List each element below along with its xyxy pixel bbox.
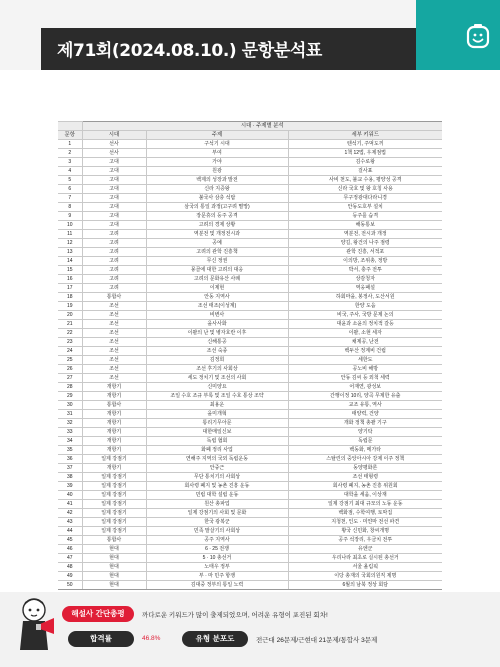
cell-theme: 공주 지역사 — [146, 536, 288, 545]
cell-keywords: 대윤과 소윤의 정치적 갈등 — [288, 320, 442, 329]
cell-keywords: 김수로왕 — [288, 158, 442, 167]
cell-era: 고려 — [82, 248, 146, 257]
table-row — [58, 563, 442, 572]
cell-era: 일제 강점기 — [82, 518, 146, 527]
column-header-theme: 주제 — [146, 131, 288, 140]
cell-theme: 무신 정권 — [146, 257, 288, 266]
cell-theme: 이제현 — [146, 284, 288, 293]
table-row — [58, 482, 442, 491]
table-row — [58, 194, 442, 203]
cell-number: 34 — [58, 437, 82, 446]
cell-era: 현대 — [82, 545, 146, 554]
cell-keywords: 관학 진흥, 서적포 — [288, 248, 442, 257]
table-row — [58, 176, 442, 185]
cell-era: 일제 강점기 — [82, 500, 146, 509]
cell-era: 고대 — [82, 167, 146, 176]
table-row — [58, 545, 442, 554]
cell-theme: 공예 — [146, 239, 288, 248]
table-row — [58, 491, 442, 500]
cell-number: 35 — [58, 446, 82, 455]
table-row — [58, 509, 442, 518]
cell-theme: 구석기 시대 — [146, 140, 288, 149]
cell-theme: 비변사 — [146, 311, 288, 320]
cell-theme: 백제의 성장과 발전 — [146, 176, 288, 185]
cell-era: 일제 강점기 — [82, 491, 146, 500]
table-row — [58, 527, 442, 536]
cell-number: 17 — [58, 284, 82, 293]
table-row — [58, 266, 442, 275]
table-row — [58, 473, 442, 482]
cell-number: 31 — [58, 410, 82, 419]
cell-keywords: 태양력, 건양 — [288, 410, 442, 419]
cell-era: 통합사 — [82, 293, 146, 302]
cell-keywords: 박서, 충주 전투 — [288, 266, 442, 275]
cell-number: 10 — [58, 221, 82, 230]
cell-theme: 가야 — [146, 158, 288, 167]
cell-number: 41 — [58, 500, 82, 509]
table-body — [58, 140, 442, 590]
cell-keywords: 세한도 — [288, 356, 442, 365]
table-row — [58, 455, 442, 464]
cell-keywords: 독립문 — [288, 437, 442, 446]
cell-keywords: 우리나라 최초로 실시된 총선거 — [288, 554, 442, 563]
cell-era: 개항기 — [82, 383, 146, 392]
cell-number: 29 — [58, 392, 82, 401]
cell-era: 일제 강점기 — [82, 527, 146, 536]
pass-rate-value: 46.8% — [142, 635, 161, 642]
title-bar — [41, 28, 416, 70]
cell-theme: 화폐 정리 사업 — [146, 446, 288, 455]
cell-theme: 고려의 경제 상황 — [146, 221, 288, 230]
cell-era: 고려 — [82, 230, 146, 239]
cell-number: 33 — [58, 428, 82, 437]
page-title: 제71회(2024.08.10.) 문항분석표 — [57, 41, 322, 61]
cell-theme: 신해통공 — [146, 338, 288, 347]
cell-number: 36 — [58, 455, 82, 464]
cell-number: 21 — [58, 320, 82, 329]
cell-keywords: 1책 12법, 우제점법 — [288, 149, 442, 158]
cell-number: 20 — [58, 311, 82, 320]
table-row — [58, 275, 442, 284]
cell-era: 개항기 — [82, 428, 146, 437]
cell-theme: 일제 강점기의 사회 및 문화 — [146, 509, 288, 518]
cell-theme: 불국사 삼층 석탑 — [146, 194, 288, 203]
table-row — [58, 302, 442, 311]
cell-theme: 원산 총파업 — [146, 500, 288, 509]
cell-era: 개항기 — [82, 410, 146, 419]
table-row — [58, 518, 442, 527]
cell-number: 40 — [58, 491, 82, 500]
pass-rate-label-badge: 합격률 — [68, 631, 134, 647]
table-row — [58, 581, 442, 590]
cell-theme: 회사령 폐지 및 농촌 진흥 운동 — [146, 482, 288, 491]
cell-keywords: 백화점, 수학여행, 토막집 — [288, 509, 442, 518]
cell-number: 50 — [58, 581, 82, 590]
megaphone-mascot-icon — [14, 594, 58, 652]
cell-number: 11 — [58, 230, 82, 239]
table-row — [58, 248, 442, 257]
cell-number: 6 — [58, 185, 82, 194]
cell-theme: 김정희 — [146, 356, 288, 365]
cell-keywords: 교조 유통, 역사 — [288, 401, 442, 410]
cell-era: 조선 — [82, 338, 146, 347]
cell-era: 고대 — [82, 203, 146, 212]
cell-keywords: 대학을 세움, 이상재 — [288, 491, 442, 500]
table-row — [58, 185, 442, 194]
table-row — [58, 401, 442, 410]
cell-theme: 삼국의 통일 과정(고구려 멸망) — [146, 203, 288, 212]
cell-era: 현대 — [82, 563, 146, 572]
table-row — [58, 293, 442, 302]
cell-keywords: 개화 정책 총괄 기구 — [288, 419, 442, 428]
cell-theme: 민립 대학 설립 운동 — [146, 491, 288, 500]
cell-theme: 몽골에 대한 고려의 대응 — [146, 266, 288, 275]
review-label-badge: 해설사 간단총평 — [62, 606, 134, 622]
cell-keywords: 상감청자 — [288, 275, 442, 284]
cell-theme: 대한매일신보 — [146, 428, 288, 437]
cell-era: 선사 — [82, 149, 146, 158]
cell-theme: 민족 말살기의 사회상 — [146, 527, 288, 536]
cell-number: 28 — [58, 383, 82, 392]
cell-keywords: 신라 국호 및 왕 호칭 사용 — [288, 185, 442, 194]
cell-era: 개항기 — [82, 446, 146, 455]
cell-number: 43 — [58, 518, 82, 527]
review-text: 까다로운 키워드가 많이 출제되었으며, 어려운 유형이 포진된 회차! — [142, 612, 328, 619]
cell-number: 26 — [58, 365, 82, 374]
cell-keywords: 안동도호부 설치 — [288, 203, 442, 212]
cell-keywords: 한양 도읍 — [288, 302, 442, 311]
cell-number: 44 — [58, 527, 82, 536]
cell-keywords: 이당 총재의 국회의원직 제명 — [288, 572, 442, 581]
table-row — [58, 410, 442, 419]
cell-number: 4 — [58, 167, 82, 176]
table-row — [58, 374, 442, 383]
cell-era: 고대 — [82, 194, 146, 203]
table-row — [58, 536, 442, 545]
cell-number: 8 — [58, 203, 82, 212]
cell-keywords: 채제공, 난전 — [288, 338, 442, 347]
cell-theme: 최용운 — [146, 401, 288, 410]
cell-theme: 한국 광복군 — [146, 518, 288, 527]
cell-number: 25 — [58, 356, 82, 365]
cell-number: 22 — [58, 329, 82, 338]
cell-number: 49 — [58, 572, 82, 581]
table-row — [58, 365, 442, 374]
cell-era: 고려 — [82, 275, 146, 284]
cell-theme: 신미양요 — [146, 383, 288, 392]
cell-number: 42 — [58, 509, 82, 518]
cell-keywords: 역옹패설 — [288, 284, 442, 293]
cell-era: 조선 — [82, 320, 146, 329]
cell-number: 19 — [58, 302, 82, 311]
cell-keywords: 양길, 왕건의 나주 점령 — [288, 239, 442, 248]
table-row — [58, 203, 442, 212]
table-row — [58, 149, 442, 158]
cell-theme: 세도 정치기 및 조선의 사회 — [146, 374, 288, 383]
table-row — [58, 284, 442, 293]
cell-theme: 5 · 10 총선거 — [146, 554, 288, 563]
cell-number: 30 — [58, 401, 82, 410]
cell-theme: 안동 지역사 — [146, 293, 288, 302]
cell-era: 일제 강점기 — [82, 509, 146, 518]
cell-number: 2 — [58, 149, 82, 158]
cell-era: 고려 — [82, 284, 146, 293]
cell-era: 현대 — [82, 581, 146, 590]
cell-era: 고대 — [82, 158, 146, 167]
table-row — [58, 356, 442, 365]
cell-number: 23 — [58, 338, 82, 347]
table-row — [58, 383, 442, 392]
table-row — [58, 329, 442, 338]
table-row — [58, 446, 442, 455]
footer-band — [0, 592, 500, 667]
cell-number: 47 — [58, 554, 82, 563]
cell-theme: 역분전 및 개정전시과 — [146, 230, 288, 239]
cell-number: 1 — [58, 140, 82, 149]
table-group-header: 시대 · 주제별 분석 — [82, 122, 442, 131]
cell-era: 조선 — [82, 302, 146, 311]
cell-keywords: 백동화, 메가타 — [288, 446, 442, 455]
table-row — [58, 428, 442, 437]
cell-keywords: 일제 강점기 최대 규모의 노동 운동 — [288, 500, 442, 509]
cell-keywords: 이괄, 소현 세자 — [288, 329, 442, 338]
table-row — [58, 221, 442, 230]
cell-era: 개항기 — [82, 437, 146, 446]
cell-era: 고대 — [82, 212, 146, 221]
cell-keywords: 이의방, 조위총, 정방 — [288, 257, 442, 266]
cell-era: 개항기 — [82, 392, 146, 401]
cell-theme: 독립 협회 — [146, 437, 288, 446]
cell-theme: 고려의 관학 진흥책 — [146, 248, 288, 257]
cell-keywords: 동양평화론 — [288, 464, 442, 473]
cell-theme: 조선 후기의 사회상 — [146, 365, 288, 374]
column-header-era: 시대 — [82, 131, 146, 140]
cell-era: 고대 — [82, 176, 146, 185]
cell-number: 7 — [58, 194, 82, 203]
cell-keywords: 사비 천도, 불교 수용, 평양성 공격 — [288, 176, 442, 185]
cell-number: 3 — [58, 158, 82, 167]
cell-number: 46 — [58, 545, 82, 554]
cell-era: 개항기 — [82, 464, 146, 473]
cell-number: 27 — [58, 374, 82, 383]
cell-era: 일제 강점기 — [82, 473, 146, 482]
cell-theme: 김대중 정부의 통일 노력 — [146, 581, 288, 590]
cell-era: 고려 — [82, 239, 146, 248]
cell-theme: 통리기무아문 — [146, 419, 288, 428]
cell-number: 15 — [58, 266, 82, 275]
cell-theme: 연해주 지역의 국외 독립운동 — [146, 455, 288, 464]
cell-theme: 부 · 마 민주 항쟁 — [146, 572, 288, 581]
cell-era: 통합사 — [82, 536, 146, 545]
cell-era: 조선 — [82, 356, 146, 365]
cell-keywords: 양기탁 — [288, 428, 442, 437]
cell-number: 12 — [58, 239, 82, 248]
table-row — [58, 167, 442, 176]
cell-era: 현대 — [82, 572, 146, 581]
cell-era: 고려 — [82, 257, 146, 266]
table-row — [58, 320, 442, 329]
table-row — [58, 419, 442, 428]
table-row — [58, 464, 442, 473]
cell-era: 조선 — [82, 365, 146, 374]
table-row — [58, 212, 442, 221]
cell-keywords: 유엔군 — [288, 545, 442, 554]
cell-keywords: 황국 신민화, 창씨개명 — [288, 527, 442, 536]
cell-keywords: 하회마을, 봉정사, 도산서원 — [288, 293, 442, 302]
cell-theme: 고려의 문화유산 사례 — [146, 275, 288, 284]
cell-era: 조선 — [82, 374, 146, 383]
cell-number: 9 — [58, 212, 82, 221]
cell-era: 고대 — [82, 185, 146, 194]
cell-keywords: 스탈린의 중앙아시아 강제 이주 정책 — [288, 455, 442, 464]
cell-theme: 무단 통치기의 사회상 — [146, 473, 288, 482]
cell-theme: 노태우 정부 — [146, 563, 288, 572]
cell-keywords: 회사령 폐지, 농촌 진흥 위원회 — [288, 482, 442, 491]
table-row — [58, 140, 442, 149]
cell-number: 13 — [58, 248, 82, 257]
table-row — [58, 338, 442, 347]
cell-keywords: 어재연, 광성보 — [288, 383, 442, 392]
cell-keywords: 해동통보 — [288, 221, 442, 230]
column-header-keywords: 세부 키워드 — [288, 131, 442, 140]
cell-keywords: 공주 석장리, 우금치 전투 — [288, 536, 442, 545]
cell-era: 일제 강점기 — [82, 482, 146, 491]
cell-theme: 안중근 — [146, 464, 288, 473]
cell-keywords: 간행이정 10리, 양곡 무제한 유출 — [288, 392, 442, 401]
cell-era: 선사 — [82, 140, 146, 149]
cell-keywords: 등주를 습격 — [288, 212, 442, 221]
table-row — [58, 392, 442, 401]
cell-keywords: 백두산 정계비 건립 — [288, 347, 442, 356]
cell-number: 18 — [58, 293, 82, 302]
cell-keywords: 걸사표 — [288, 167, 442, 176]
cell-number: 48 — [58, 563, 82, 572]
cell-theme: 신라 지증왕 — [146, 185, 288, 194]
cell-number: 16 — [58, 275, 82, 284]
column-header-number: 문항 — [58, 131, 82, 140]
cell-theme: 이괄의 난 및 병자호란 이후 — [146, 329, 288, 338]
cell-theme: 원광 — [146, 167, 288, 176]
cell-era: 고대 — [82, 221, 146, 230]
cell-keywords: 비국, 주사, 국방 문제 논의 — [288, 311, 442, 320]
cell-era: 현대 — [82, 554, 146, 563]
table-row — [58, 311, 442, 320]
cell-theme: 장문휴의 등주 공격 — [146, 212, 288, 221]
cell-number: 39 — [58, 482, 82, 491]
side-tab — [416, 0, 500, 70]
cell-theme: 부여 — [146, 149, 288, 158]
cell-theme: 을사사화 — [146, 320, 288, 329]
table-row — [58, 554, 442, 563]
analysis-table — [58, 121, 442, 590]
cell-number: 32 — [58, 419, 82, 428]
table-row — [58, 572, 442, 581]
cell-era: 고려 — [82, 266, 146, 275]
cell-era: 조선 — [82, 329, 146, 338]
analysis-table-wrap — [58, 121, 442, 590]
table-row — [58, 437, 442, 446]
table-row — [58, 347, 442, 356]
cell-keywords: 공노비 해방 — [288, 365, 442, 374]
cell-keywords: 무구정광대다라니경 — [288, 194, 442, 203]
cell-number: 14 — [58, 257, 82, 266]
table-row — [58, 500, 442, 509]
type-distribution-text: 전근대 26문제/근현대 21문제/통합사 3문제 — [256, 637, 378, 644]
cell-era: 통합사 — [82, 401, 146, 410]
cell-theme: 조일 수호 조규 부록 및 조일 수호 통상 조약 — [146, 392, 288, 401]
cell-keywords: 서울 올림픽 — [288, 563, 442, 572]
cell-era: 일제 강점기 — [82, 455, 146, 464]
cell-theme: 조선 숙종 — [146, 347, 288, 356]
cell-number: 45 — [58, 536, 82, 545]
table-row — [58, 158, 442, 167]
cell-number: 38 — [58, 473, 82, 482]
cell-theme: 조선 태조(이성계) — [146, 302, 288, 311]
cell-era: 조선 — [82, 311, 146, 320]
cell-number: 37 — [58, 464, 82, 473]
cell-number: 5 — [58, 176, 82, 185]
cell-era: 개항기 — [82, 419, 146, 428]
table-corner — [58, 122, 82, 131]
table-row — [58, 257, 442, 266]
cell-keywords: 뗀석기, 주먹도끼 — [288, 140, 442, 149]
cell-era: 조선 — [82, 347, 146, 356]
cell-theme: 을미개혁 — [146, 410, 288, 419]
cell-keywords: 지청천, 인도 · 미얀마 전선 파견 — [288, 518, 442, 527]
smile-icon — [466, 24, 490, 50]
cell-keywords: 6월의 남북 정상 회담 — [288, 581, 442, 590]
table-row — [58, 239, 442, 248]
cell-keywords: 역분전, 전시과 개정 — [288, 230, 442, 239]
cell-keywords: 안동 김씨 등 외척 세력 — [288, 374, 442, 383]
cell-number: 24 — [58, 347, 82, 356]
table-row — [58, 230, 442, 239]
cell-keywords: 조선 태형령 — [288, 473, 442, 482]
type-distribution-label-badge: 유형 분포도 — [182, 631, 248, 647]
cell-theme: 6 · 25 전쟁 — [146, 545, 288, 554]
